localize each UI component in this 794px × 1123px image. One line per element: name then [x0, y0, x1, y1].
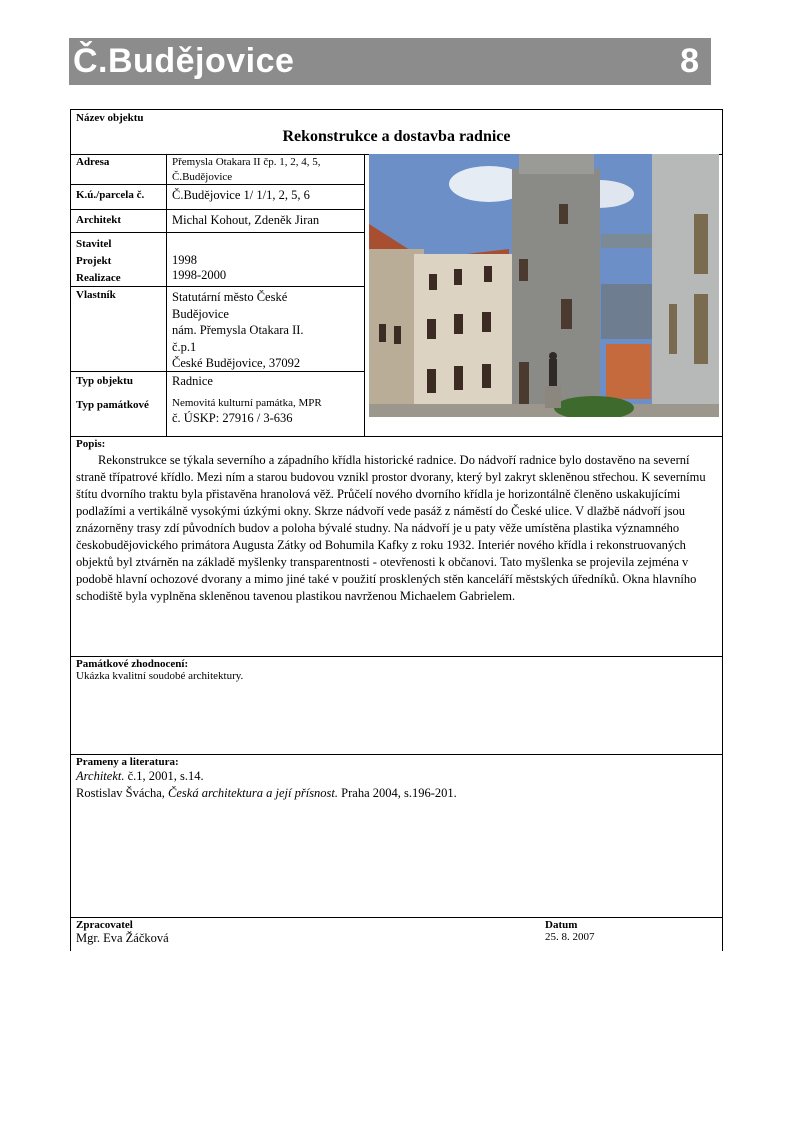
source-details: Praha 2004, s.196-201.: [338, 786, 457, 800]
project-label: Projekt: [76, 255, 112, 267]
evaluation-text: Ukázka kvalitní soudobé architektury.: [76, 670, 244, 682]
type-value: Radnice: [172, 374, 213, 388]
owner-line: Statutární město České: [172, 290, 288, 304]
project-value: 1998: [172, 253, 197, 267]
statue-pedestal: [545, 386, 561, 408]
wall-right: [652, 154, 719, 417]
processor-name: Mgr. Eva Žáčková: [76, 931, 169, 945]
source-item: [76, 768, 717, 785]
description-box: [70, 436, 723, 657]
object-name: Rekonstrukce a dostavba radnice: [282, 128, 511, 145]
footer-row: [70, 917, 723, 951]
sources-label: Prameny a literatura:: [76, 756, 179, 768]
description-label: Popis:: [76, 438, 106, 450]
architect-value: Michal Kohout, Zdeněk Jiran: [167, 210, 365, 233]
orange-wall: [606, 344, 651, 399]
object-name-label: Název objektu: [76, 112, 144, 124]
parcel-value: Č.Budějovice 1/ 1/1, 2, 5, 6: [167, 185, 365, 210]
courtyard-photo-illustration: [369, 154, 719, 417]
processor-label: Zpracovatel: [76, 919, 133, 931]
realization-label: Realizace: [76, 272, 121, 284]
source-item: [76, 785, 717, 802]
building-photo: [369, 154, 719, 417]
address-label: Adresa: [71, 154, 167, 185]
source-details: č.1, 2001, s.14.: [124, 769, 204, 783]
statue: [549, 359, 557, 387]
statue-head: [549, 352, 557, 360]
header-banner: [69, 38, 711, 85]
owner-value: [167, 287, 365, 372]
architect-label: Architekt: [71, 210, 167, 233]
object-name-box: [70, 109, 723, 155]
page-number: 8: [680, 42, 699, 80]
type-labels: [71, 372, 167, 437]
processor-block: [76, 919, 169, 946]
builder-project-labels: [71, 233, 167, 287]
type-values: [167, 372, 365, 437]
heritage-type-label: Typ památkové: [76, 399, 149, 411]
parcel-label: K.ú./parcela č.: [71, 185, 167, 210]
owner-label: Vlastník: [71, 287, 167, 372]
owner-line: nám. Přemysla Otakara II.: [172, 323, 304, 337]
heritage-type-line: Nemovitá kulturní památka, MPR: [172, 397, 322, 409]
date-block: [545, 919, 595, 943]
source-title: Česká architektura a její přísnost.: [168, 786, 339, 800]
evaluation-label: Památkové zhodnocení:: [76, 658, 189, 670]
builder-project-values: [167, 233, 365, 287]
realization-value: 1998-2000: [172, 268, 227, 282]
source-author: Rostislav Švácha,: [76, 786, 169, 800]
heritage-type-line: č. ÚSKP: 27916 / 3-636: [172, 411, 293, 425]
description-text: Rekonstrukce se týkala severního a západního křídla historické radnice. Do nádvoří radnice bylo dostavěno na severní straně třípatrové křídlo. Mezi ním a starou budovou vznikl prostor dvorany, který byl zakryt skleněnou střechou. K severnímu štítu dvorního traktu byla přistavěna hranolová věž. Průčelí nového dvorního křídla je horizontálně členěno uskakujícími podlažími a vertikálně vysokými úzkými okny. Skrze nádvoří vede pasáž z náměstí do České ulice. V dlažbě nádvoří jsou znázorněny trasy zdí původních budov a poloha bývalé studny. Na nádvoří je u paty věže umístěna plastika významného českobudějovického primátora Augusta Zátky od Bohumila Kafky z roku 1932. Interiér nového křídla i rekonstruovaných objektů byl ztvárněn na základě myšlenky transparentnosti - otevřenosti k občanovi. Tato myšlenka se projevila zejména v podobě hlavní ochozové dvorany a mimo jiné také v použití prosklených stěn kanceláří městských úředníků. Okna hlavního schodiště byla vyplněna skleněnou tavenou plastikou navrženou Michaelem Gabrielem.: [76, 453, 706, 603]
evaluation-box: [70, 656, 723, 755]
date-label: Datum: [545, 919, 578, 931]
date-value: 25. 8. 2007: [545, 931, 595, 943]
sources-box: [70, 754, 723, 918]
page-header-title: Č.Budějovice: [73, 42, 295, 80]
source-title: Architekt.: [76, 769, 125, 783]
info-section: [70, 154, 723, 437]
pavement: [369, 404, 719, 417]
tower-top: [519, 154, 594, 174]
owner-line: Budějovice: [172, 306, 229, 321]
type-label: Typ objektu: [76, 375, 133, 387]
builder-label: Stavitel: [76, 238, 112, 250]
owner-line: č.p.1: [172, 339, 197, 354]
address-value: Přemysla Otakara II čp. 1, 2, 4, 5, Č.Budějovice: [167, 154, 365, 185]
owner-line: České Budějovice, 37092: [172, 356, 301, 370]
